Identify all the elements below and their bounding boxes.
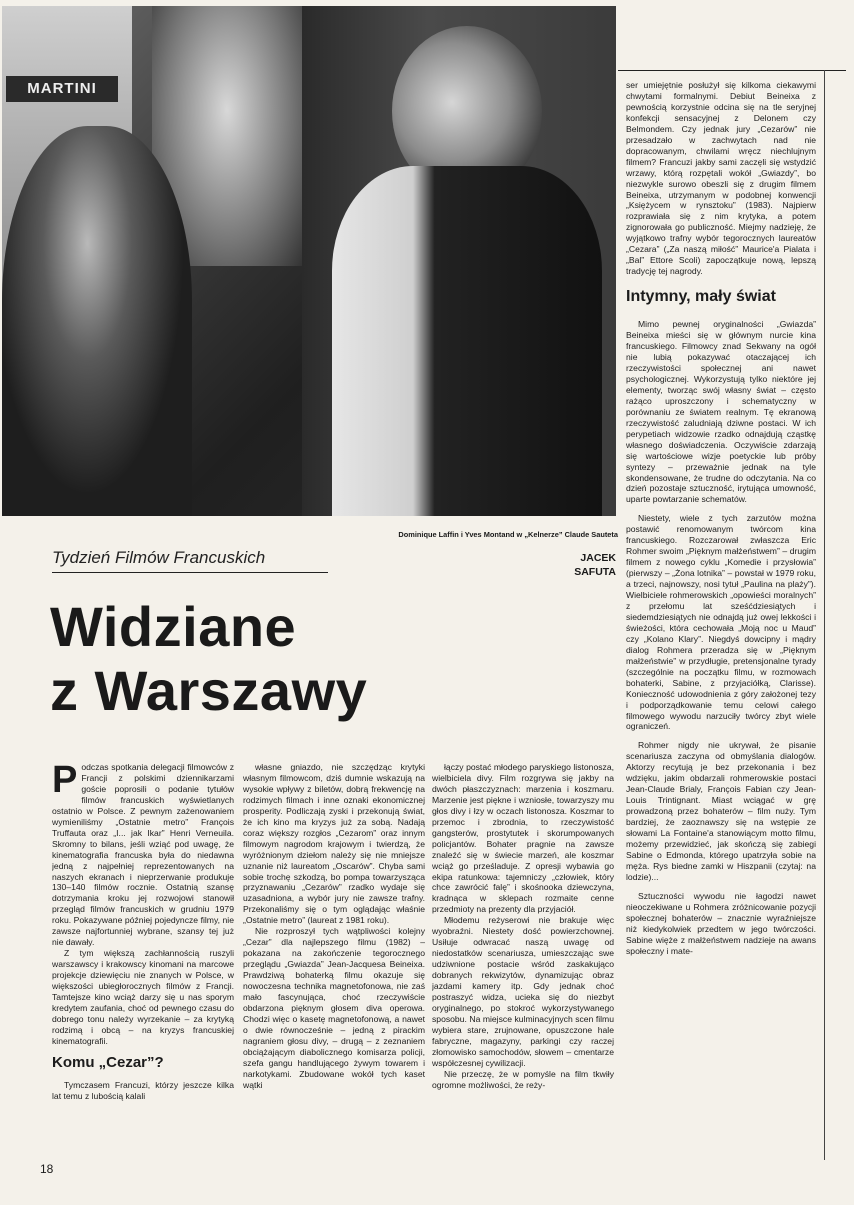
woman-figure — [2, 126, 192, 516]
headline-line-1: Widziane — [50, 595, 297, 658]
section-subhead: Komu „Cezar”? — [52, 1053, 164, 1071]
text-column-4 — [626, 80, 816, 1160]
paragraph: Młodemu reżyserowi nie brakuje więc wyobraźni. Niestety dość powierzchownej. Usiłuje odwracać naszą uwagę od niedostatków scenariusza, umieszczając swe udziwnione postacie wśród zaskakująco dobranych rekwizytów, dynamizując obraz jazdami kamery itp. Gdy jednak choć postraszyć widza, ucieka się do niezbyt oryginalnego, po stokroć wykorzystywanego sposobu. Na miejsce kulminacyjnych scen filmu wybiera stare, zrujnowane, opuszczone hale fabryczne, magazyny, parkingi czy raczej złomowisko samochodów, słowem – cmentarze współczesnej cywilizacji. — [432, 915, 614, 1068]
paragraph: łączy postać młodego paryskiego listonosza, wielbiciela divy. Film rozgrywa się jakby na dwóch płaszczyznach: marzenia i koszmaru. Marzenie jest piękne i wzniosłe, towarzyszy mu głos divy i łzy w oczach listonosza. Koszmar to przemoc i zbrodnia, to rzeczywistość gangsterów, prostytutek i skorumpowanych policjantów. Bohater pragnie na zawsze znaleźć się w świecie marzeń, ale koszmar wciąż go prześladuje. Z opresji wybawia go ekipa ratunkowa: tajemniczy „człowiek, który chce zawrócić falę” i skośnooka dziewczyna, kradnąca w sklepach rozmaite cenne przedmioty na prezenty dla przyjaciół. — [432, 762, 614, 915]
drop-cap: P — [52, 762, 78, 801]
paragraph: Nie rozproszył tych wątpliwości kolejny „Cezar” dla najlepszego filmu (1982) – pokazana na zakończenie tegorocznego przeglądu „Gwiazda” Jean-Jacquesa Beineixa. Prawdziwą bohaterką filmu okazuje się nowoczesna technika magnetofonowa, nie zaś mało fascynująca, choć rzeczywiście obdarzona pięknym głosem diva operowa. Chodzi więc o kasetę magnetofonową, a nawet o dwie równocześnie – jedną z pirackim nagraniem głosu divy, – drugą – z zeznaniem obciążającym diabolicznego komisarza policji, szefa gangu handlującego żywym towarem i narkotykami. Zbudowane wokół tych kaset wątki — [243, 926, 425, 1090]
paragraph: Sztuczności wywodu nie łagodzi nawet nieoczekiwane u Rohmera zróżnicowanie pozycji społecznej bohaterów – znacznie wyraźniejsze niż kiedykolwiek przedtem w jego twórczości. Sabine więże z małżeństwem nadzieje na awans społeczny i mate- — [626, 890, 816, 956]
paragraph: ser umiejętnie posłużył się kilkoma ciekawymi chwytami formalnymi. Debiut Beineixa z pewnością korzystnie odcina się na tle seryjnej konfekcji sensacyjnej z Delonem czy Belmondem. Czy jednak jury „Cezarów” nie przesadzało w zachwytach nad nie dopracowanym, chwilami wręcz niechlujnym filmem? Francuzi jakby sami zaczęli się wstydzić wrzawy, którą rozpętali wokół „Gwiazdy”, bo niezwykle surowo obeszli się z drugim filmem Beineixa, utrzymanym w podobnej konwencji „Księżycem w rynsztoku” (1983). Najpierw rozprawiała się z nim krytyka, a potem zignorowała go publiczność. Miejmy nadzieję, że wyjątkowo trafny wybór tegorocznych laureatów „Cezara” („Za naszą miłość” Maurice'a Pialata i „Bal” Ettore Scoli) zapoczątkuje nową, lepszą tradycję tej nagrody. — [626, 80, 816, 277]
photo-caption: Dominique Laffin i Yves Montand w „Kelnerze” Claude Sauteta — [398, 530, 618, 539]
page-edge-line — [824, 70, 825, 1160]
paragraph: własne gniazdo, nie szczędząc krytyki własnym filmowcom, dziś dumnie wskazują na wysokie wpływy z biletów, dobrą frekwencję na rodzimych filmach i inne oznaki ekonomicznej prosperity. Podliczają zyski i przekonują świat, że ich kino ma kryzys już za sobą. Nadają coraz większy rozgłos „Cezarom” oraz innym filmowym nagrodom krajowym i twierdzą, że wyróżnionym dziełom należy się nie mniejsze uznanie niż laureatom „Oscarów”. Chyba sami sobie trochę szkodzą, bo pompa towarzysząca przyznawaniu „Cezarów” rzadko wydaje się uzasadniona, a wybór jury nie zawsze trafny. Przekonaliśmy się o tym oglądając właśnie „Ostatnie metro” (laureat z 1981 roku). — [243, 762, 425, 926]
headline-line-2: z Warszawy — [50, 659, 368, 723]
paragraph: Tymczasem Francuzi, którzy jeszcze kilka lat temu z lubością kalali — [52, 1079, 234, 1101]
paragraph: Mimo pewnej oryginalności „Gwiazda” Beineixa mieści się w głównym nurcie kina francuskiego. Filmowcy znad Sekwany na ogół nie lubią pokazywać otaczającej ich rzeczywistości społecznej ani nawet psychologicznej. Wykorzystują tylko niektóre jej elementy, tworząc swój własny świat – często rażąco uproszczony i schematyczny w porównaniu ze światem realnym. Tę ekranową rzeczywistość zaludniają dziwne postaci. W ich perypetiach widzowie rzadko odnajdują cząstkę własnego doświadczenia. Oczywiście zdarzają się wartościowe wizje poetyckie lub próby syntezy – przeważnie jednak na tyle skondensowane, że trudne do odczytania. Na co dzień pozostaje sztuczność, irytująca umowność, uparte powtarzanie schematów. — [626, 319, 816, 505]
paragraph: Niestety, wiele z tych zarzutów można postawić renomowanym twórcom kina francuskiego. Rozczarował zwłaszcza Eric Rohmer swoim „Pięknym małżeństwem” – drugim filmem z nowego cyklu „Komedie i przysłowia” (pierwszy – „Żona lotnika” – powstał w 1979 roku, a trzeci, najnowszy, nosi tytuł „Paulina na plaży”). Wielbiciele rohmerowskich „opowieści moralnych” z przełomu lat sześćdziesiątych i siedemdziesiątych nie odnajdą już owej lekkości i świeżości, która cechowała „Moją noc u Maud” czy „Kolano Klary”. Niegdyś dowcipny i mądry dialog Rohmera przeradza się w „Pięknym małżeństwie” w przydługie, pretensjonalne tyrady (szczególnie na początku filmu, w rozmowach bohaterki, Sabine, z przyjaciółką, Clarisse). Konieczność udowodnienia z góry założonej tezy i podporządkowanie temu celowi całego filmowego wywodu narzuciły twórcy zbyt wiele ograniczeń. — [626, 513, 816, 732]
article-kicker: Tydzień Filmów Francuskich — [52, 548, 266, 567]
paragraph-text: odczas spotkania delegacji filmowców z Francji z polskimi dziennikarzami goście poprosili o podanie tytułów filmów francuskich wyświetlanych ostatnio w Polsce. Z pewnym zażenowaniem wymieniliśmy „Ostatnie metro” François Truffauta oraz „I... jak Ikar” Henri Verneuila. Skromny to bilans, jeśli wziąć pod uwagę, że kinematografia francuska była do niedawna jedną z najpełniej reprezentowanych na naszych ekranach i nieprzerwanie produkuje 130–140 filmów rocznie. Ostatnią szansę dotrzymania kroku jej rozwojowi stanowił przegląd filmów francuskich w grudniu 1979 roku. Pokazywane później pojedyncze filmy, nie zawsze najfortunniej wybrane, szansy tej już nie dawały. — [52, 762, 234, 948]
martini-sign: MARTINI — [6, 76, 118, 102]
author-name: JACEK SAFUTA — [574, 552, 616, 578]
page-number: 18 — [40, 1162, 54, 1176]
text-column-1 — [52, 762, 234, 1182]
paragraph — [52, 762, 234, 948]
column-top-rule — [618, 70, 846, 71]
section-subhead: Intymny, mały świat — [626, 288, 776, 306]
text-column-3 — [432, 762, 614, 1162]
film-still-photo — [2, 6, 616, 516]
paragraph: Nie przeczę, że w pomyśle na film tkwiły ogromne możliwości, że reży- — [432, 1068, 614, 1090]
kicker-underline — [52, 572, 328, 573]
text-column-2 — [243, 762, 425, 1162]
paragraph: Rohmer nigdy nie ukrywał, że pisanie scenariusza zaczyna od obmyślania dialogów. Aktorzy recytują je bez przekonania i bez wdzięku, jakim obdarzali rohmerowskie postaci Jean-Claude Brialy, François Fabian czy Jean-Louis Trintignant. Miast wciągać w grę prowadzoną przez bohaterów – film nuży. Tym bardziej, że zaoznawszy się na wstępie ze słowami La Fontaine'a stanowiącym motto filmu, możemy przewidzieć, jak skończą się zabiegi Sabine o Edmonda, którego upatrzyła sobie na męża. Rys biedne zamki w Hiszpanii (czytaj: na lodzie)... — [626, 740, 816, 882]
article-headline — [50, 595, 490, 724]
man-figure — [332, 166, 602, 516]
paragraph: Z tym większą zachłannością ruszyli warszawscy i krakowscy kinomani na marcowe projekcje dziewięciu nie znanych w Polsce, w większości ubiegłorocznych filmów z Francji. Tamtejsze kino wciąż darzy się u nas sporym kredytem zaufania, choć od pewnego czasu do dobrego tonu należy wyrzekanie – za krytyką rodzimą i obcą – na kryzys francuskiej kinematografii. — [52, 948, 234, 1046]
